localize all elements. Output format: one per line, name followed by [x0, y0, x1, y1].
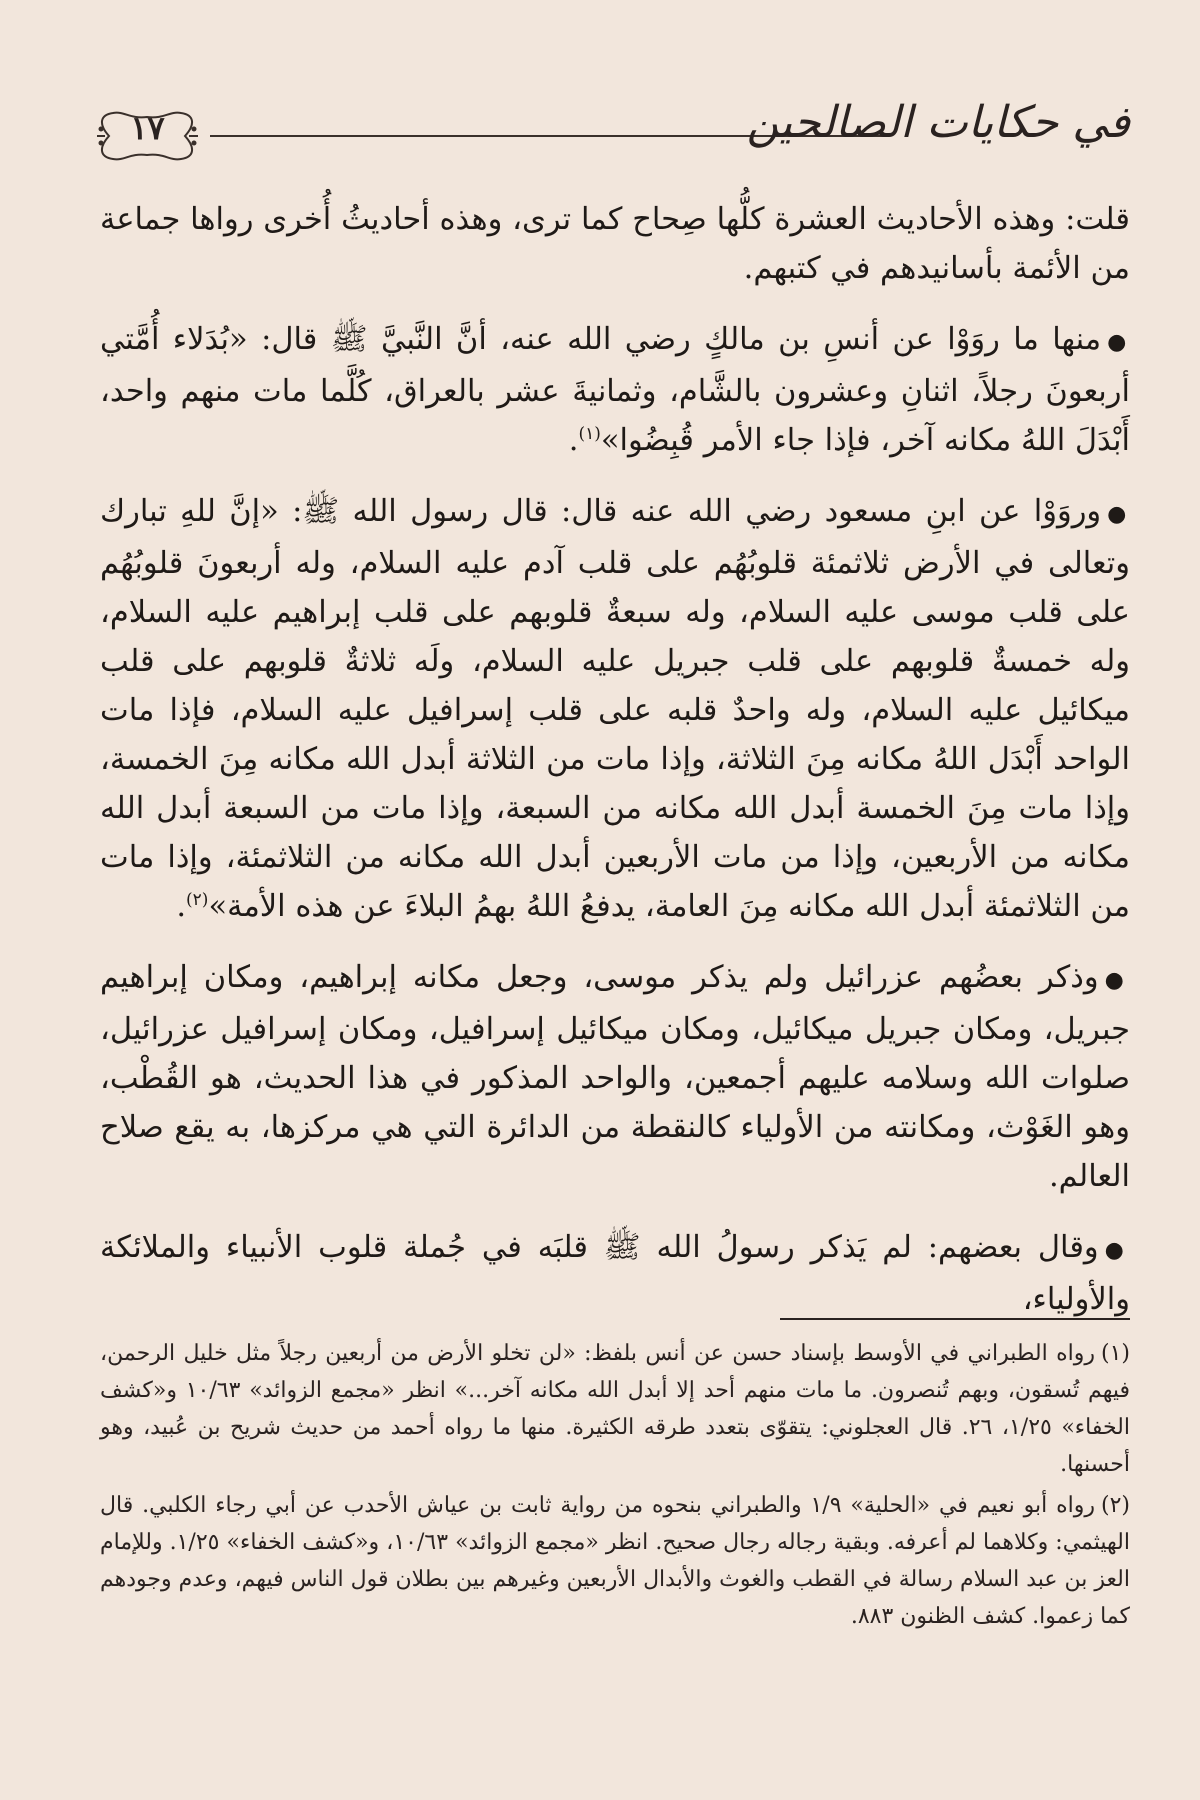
footnote-text: رواه أبو نعيم في «الحلية» ١/٩ والطبراني بنحوه من رواية ثابت بن عياش الأحدب عن أبي رجاء الكلبي. قال الهيثمي: وكلاهما لم أعرفه. وبقية رجاله رجال صحيح. انظر «مجمع الزوائد» ١٠/٦٣، و«كشف الخفاء» ١/٢٥. وللإمام العز بن عبد السلام رسالة في القطب والغوث والأبدال الأربعين وغيرهم بين بطلان قول الناس فيهم، وعدم وجودهم كما زعموا. كشف الظنون ٨٨٣. — [100, 1493, 1130, 1629]
footnote-divider — [780, 1318, 1130, 1320]
paragraph-text: قلت: وهذه الأحاديث العشرة كلُّها صِحاح كما ترى، وهذه أحاديثُ أُخرى رواها جماعة من الأئمة بأسانيدهم في كتبهم. — [100, 202, 1130, 286]
bullet-icon: ● — [1107, 502, 1130, 527]
paragraph-text: وقال بعضهم: لم يَذكر رسولُ الله ﷺ قلبَه في جُملة قلوب الأنبياء والملائكة والأولياء، — [100, 1230, 1130, 1317]
paragraph: ●وروَوْا عن ابنِ مسعود رضي الله عنه قال: قال رسول الله ﷺ: «إنَّ للهِ تبارك وتعالى في الأرض ثلاثمئة قلوبُهُم على قلب آدم عليه السلام، وله أربعونَ قلوبُهُم على قلب موسى عليه السلام، وله سبعةٌ قلوبهم على قلب إبراهيم عليه السلام، وله خمسةٌ قلوبهم على قلب جبريل عليه السلام، ولَه ثلاثةٌ قلوبهم على قلب ميكائيل عليه السلام، وله واحدٌ قلبه على قلب إسرافيل عليه السلام، فإذا مات الواحد أَبْدَل اللهُ مكانه مِنَ الثلاثة، وإذا مات من الثلاثة أبدل الله مكانه مِنَ الخمسة، وإذا مات مِنَ الخمسة أبدل الله مكانه من السبعة، وإذا مات من السبعة أبدل الله مكانه من الأربعين، وإذا من مات الأربعين أبدل الله مكانه من الثلاثمئة، وإذا مات من الثلاثمئة أبدل الله مكانه مِنَ العامة، يدفعُ اللهُ بهمُ البلاءَ عن هذه الأمة»$^{(٢)}$. — [100, 494, 1130, 924]
main-text — [100, 195, 1130, 1346]
running-title: في حكايات الصالحين — [746, 97, 1130, 148]
paragraph-text: وذكر بعضُهم عزرائيل ولم يذكر موسى، وجعل مكانه إبراهيم، ومكان إبراهيم جبريل، ومكان جبريل ميكائيل، ومكان ميكائيل إسرافيل، ومكان إسرافيل عزرائيل، صلوات الله وسلامه عليهم أجمعين، والواحد المذكور في هذا الحديث، هو القُطْب، وهو الغَوْث، ومكانته من الأولياء كالنقطة من الدائرة التي هي مركزها، به يقع صلاح العالم. — [100, 960, 1130, 1194]
footnote-ref: (٢) — [186, 889, 209, 910]
footnote-number: (١) — [1100, 1341, 1130, 1366]
paragraph — [100, 195, 1130, 293]
paragraph — [100, 953, 1130, 1201]
bullet-icon: ● — [1107, 330, 1130, 355]
footnote-number: (٢) — [1100, 1493, 1130, 1518]
bullet-icon: ● — [1104, 968, 1130, 993]
page-number: ١٧ — [130, 109, 165, 147]
footnote-ref: (١) — [578, 423, 601, 444]
bullet-icon: ● — [1104, 1238, 1130, 1263]
footnote — [100, 1335, 1130, 1483]
paragraph-text: منها ما روَوْا عن أنسِ بن مالكٍ رضي الله عنه، أنَّ النَّبيَّ ﷺ قال: «بُدَلاء أُمَّتي أربعونَ رجلاً، اثنانِ وعشرون بالشَّام، وثمانيةَ عشر بالعراق، كُلَّما مات منهم واحد، أَبْدَلَ اللهُ مكانه آخر، فإذا جاء الأمر قُبِضُوا» — [100, 322, 1130, 458]
paragraph-text: وروَوْا عن ابنِ مسعود رضي الله عنه قال: قال رسول الله ﷺ: «إنَّ للهِ تبارك وتعالى في الأرض ثلاثمئة قلوبُهُم على قلب آدم عليه السلام، وله أربعونَ قلوبُهُم على قلب موسى عليه السلام، وله سبعةٌ قلوبهم على قلب إبراهيم عليه السلام، وله خمسةٌ قلوبهم على قلب جبريل عليه السلام، ولَه ثلاثةٌ قلوبهم على قلب ميكائيل عليه السلام، وله واحدٌ قلبه على قلب إسرافيل عليه السلام، فإذا مات الواحد أَبْدَل اللهُ مكانه مِنَ الثلاثة، وإذا مات من الثلاثة أبدل الله مكانه مِنَ الخمسة، وإذا مات مِنَ الخمسة أبدل الله مكانه من السبعة، وإذا مات من السبعة أبدل الله مكانه من الأربعين، وإذا من مات الأربعين أبدل الله مكانه من الثلاثمئة، وإذا مات من الثلاثمئة أبدل الله مكانه مِنَ العامة، يدفعُ اللهُ بهمُ البلاءَ عن هذه الأمة» — [100, 494, 1130, 924]
paragraph — [100, 1223, 1130, 1324]
page-header — [90, 95, 1130, 175]
footnotes — [100, 1335, 1130, 1639]
footnote — [100, 1487, 1130, 1635]
paragraph: ●منها ما روَوْا عن أنسِ بن مالكٍ رضي الله عنه، أنَّ النَّبيَّ ﷺ قال: «بُدَلاء أُمَّتي أربعونَ رجلاً، اثنانِ وعشرون بالشَّام، وثمانيةَ عشر بالعراق، كُلَّما مات منهم واحد، أَبْدَلَ اللهُ مكانه آخر، فإذا جاء الأمر قُبِضُوا»$^{(١)}$. — [100, 322, 1130, 458]
footnote-text: رواه الطبراني في الأوسط بإسناد حسن عن أنس بلفظ: «لن تخلو الأرض من أربعين رجلاً مثل خليل الرحمن، فيهم تُسقون، وبهم تُنصرون. ما مات منهم أحد إلا أبدل الله مكانه آخر...» انظر «مجمع الزوائد» ١٠/٦٣ و«كشف الخفاء» ١/٢٥، ٢٦. قال العجلوني: يتقوّى بتعدد طرقه الكثيرة. منها ما رواه أحمد من حديث شريح بن عُبيد، وهو أحسنها. — [100, 1341, 1130, 1477]
